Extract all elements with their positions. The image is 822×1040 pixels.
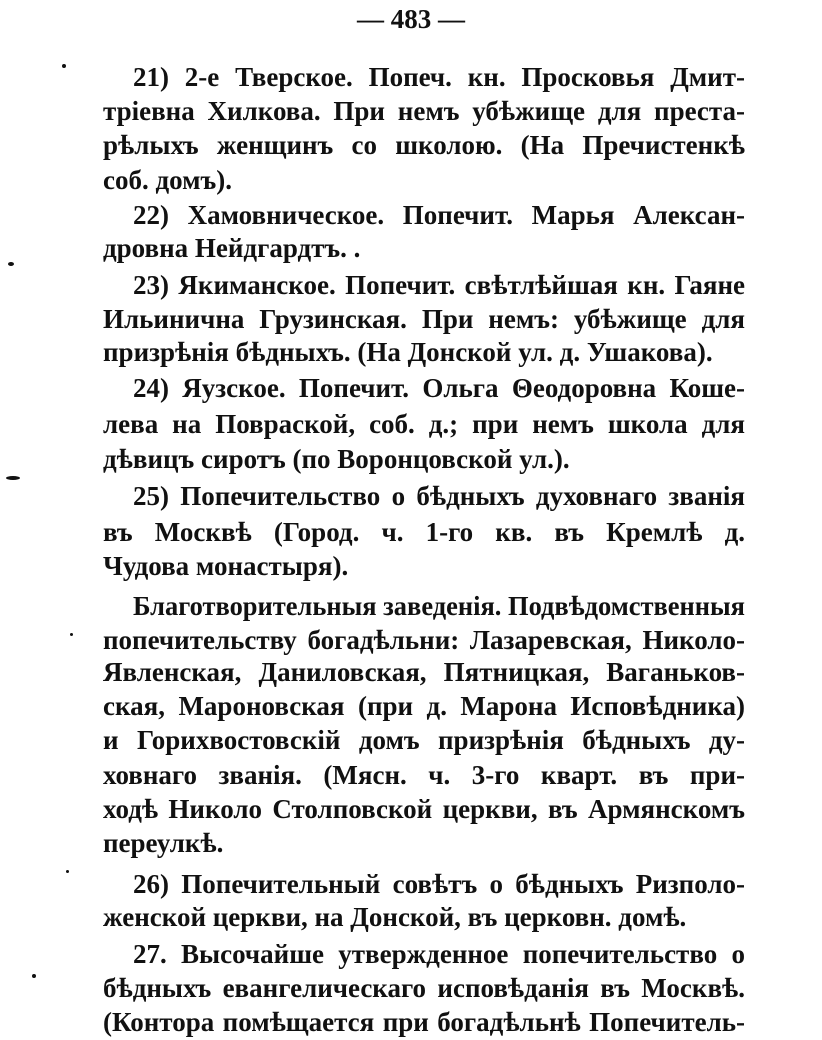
text-line: Ильинична Грузинская. При немъ: убѣжище для bbox=[103, 304, 745, 334]
text-line: 23) Якиманское. Попечит. свѣтлѣйшая кн. Гаяне bbox=[133, 270, 745, 300]
text-line: въ Москвѣ (Город. ч. 1-го кв. въ Кремлѣ д. bbox=[103, 517, 745, 547]
text-line: дровна Нейдгардтъ. . bbox=[103, 233, 361, 263]
scan-speck bbox=[32, 974, 36, 978]
text-line: соб. домъ). bbox=[103, 165, 233, 195]
text-line: попечительству богадѣльни: Лазаревская, Николо- bbox=[103, 625, 745, 655]
text-line: переулкѣ. bbox=[103, 828, 224, 858]
text-line: дѣвицъ сиротъ (по Воронцовской ул.). bbox=[103, 444, 570, 474]
text-line: 27. Высочайше утвержденное попечительство о bbox=[133, 939, 745, 969]
scan-speck bbox=[8, 262, 14, 266]
scan-speck bbox=[66, 870, 69, 873]
text-line: 26) Попечительный совѣтъ о бѣдныхъ Ризполо- bbox=[133, 869, 745, 899]
text-line: лева на Повраской, соб. д.; при немъ школа для bbox=[103, 409, 745, 439]
scan-speck bbox=[62, 64, 66, 68]
text-line: ская, Мароновская (при д. Марона Исповѣдника) bbox=[103, 691, 745, 721]
text-line: тріевна Хилкова. При немъ убѣжище для преста- bbox=[103, 96, 745, 126]
text-line: 21) 2-е Тверское. Попеч. кн. Просковья Дмит- bbox=[133, 62, 745, 92]
text-line: рѣлыхъ женщинъ со школою. (На Пречистенкѣ bbox=[103, 130, 745, 160]
page-number: — 483 — bbox=[357, 4, 465, 34]
scan-speck bbox=[70, 633, 73, 636]
text-line: ходѣ Николо Столповской церкви, въ Армянскомъ bbox=[103, 794, 745, 824]
text-line: бѣдныхъ евангелическаго исповѣданія въ Москвѣ. bbox=[103, 973, 745, 1003]
text-line: Чудова монастыря). bbox=[103, 551, 349, 581]
scan-speck bbox=[6, 476, 20, 480]
text-line: (Контора помѣщается при богадѣльнѣ Попечитель- bbox=[103, 1007, 745, 1037]
text-line: Благотворительныя заведенія. Подвѣдомственныя bbox=[133, 591, 745, 621]
text-line: призрѣнія бѣдныхъ. (На Донской ул. д. Ушакова). bbox=[103, 337, 713, 367]
text-line: 25) Попечительство о бѣдныхъ духовнаго званія bbox=[133, 481, 745, 511]
text-line: Явленская, Даниловская, Пятницкая, Ваганьков- bbox=[103, 657, 745, 687]
text-line: 24) Яузское. Попечит. Ольга Θеодоровна Коше- bbox=[133, 373, 745, 403]
text-line: 22) Хамовническое. Попечит. Марья Алексан- bbox=[133, 200, 745, 230]
text-line: ховнаго званія. (Мясн. ч. 3-го кварт. въ при- bbox=[103, 760, 745, 790]
text-line: и Горихвостовскій домъ призрѣнія бѣдныхъ ду- bbox=[103, 725, 745, 755]
text-line: женской церкви, на Донской, въ церковн. домѣ. bbox=[103, 902, 687, 932]
